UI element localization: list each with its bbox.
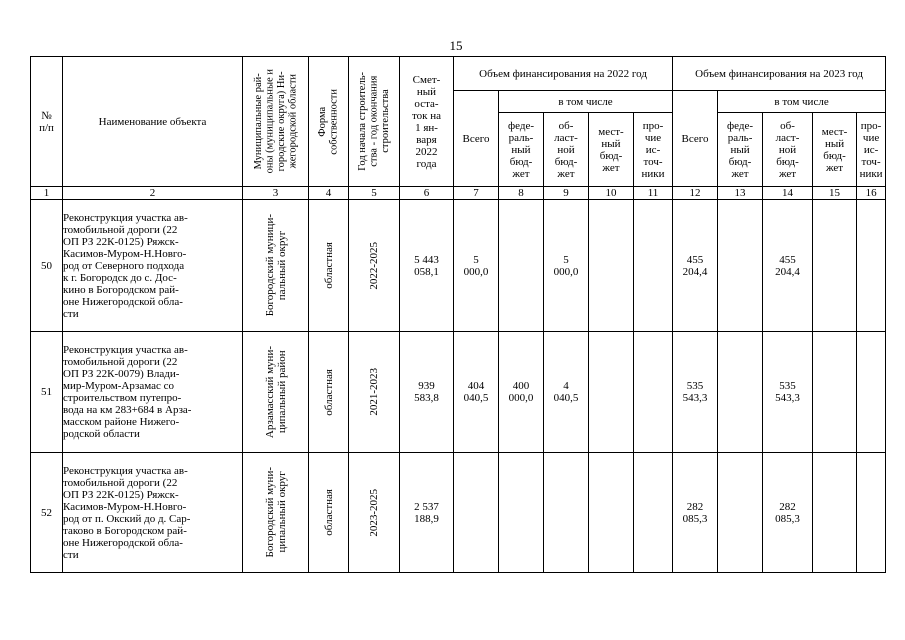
total-2023: 535 543,3 <box>673 332 718 453</box>
header-ownership-text: Форма собственности <box>317 88 340 155</box>
header-fin2022: Объем финансирования на 2022 год <box>454 57 673 91</box>
header-regional-2023: об- ласт- ной бюд- жет <box>763 113 813 187</box>
regional-2023: 455 204,4 <box>763 200 813 332</box>
header-district <box>243 57 309 187</box>
header-including-2023: в том числе <box>718 91 886 113</box>
federal-2022: 400 000,0 <box>499 332 544 453</box>
years-text: 2022-2025 <box>368 241 380 290</box>
district-cell <box>243 200 309 332</box>
local-2023 <box>813 200 857 332</box>
header-other-2022: про- чие ис- точ- ники <box>634 113 673 187</box>
table-row <box>31 332 886 453</box>
col-number: 1 <box>31 187 63 200</box>
col-number: 3 <box>243 187 309 200</box>
object-name: Реконструкция участка ав- томобильной дороги (22 ОП РЗ 22К-0079) Влади- мир-Муром-Арзамас со строительством путепро- вода на км 283+684 в Арза- масском районе Нижего- родской области <box>63 332 243 453</box>
header-ownership <box>309 57 349 187</box>
years-text: 2023-2025 <box>368 488 380 537</box>
district-cell <box>243 332 309 453</box>
header-district-text: Муниципальные рай- оны (муниципальные и городские округа) Ни- жегородской области <box>252 69 298 174</box>
header-row-1 <box>31 57 886 91</box>
row-num: 51 <box>31 332 63 453</box>
ownership-cell <box>309 453 349 573</box>
col-number: 11 <box>634 187 673 200</box>
local-2022 <box>589 332 634 453</box>
other-2022 <box>634 453 673 573</box>
ownership-cell <box>309 332 349 453</box>
district-text: Богородский муни- ципальный округ <box>263 467 288 558</box>
header-federal-2023: феде- раль- ный бюд- жет <box>718 113 763 187</box>
years-cell <box>349 332 400 453</box>
local-2023 <box>813 332 857 453</box>
remaining-value: 939 583,8 <box>400 332 454 453</box>
col-number: 10 <box>589 187 634 200</box>
object-name: Реконструкция участка ав- томобильной дороги (22 ОП РЗ 22К-0125) Ряжск- Касимов-Муром-Н.Новго- род от Северного подхода к г. Богородск до с. Дос- кино в Богородском рай- оне Нижегородской обла- сти <box>63 200 243 332</box>
col-number: 4 <box>309 187 349 200</box>
table-row <box>31 200 886 332</box>
total-2022: 404 040,5 <box>454 332 499 453</box>
regional-2022: 5 000,0 <box>544 200 589 332</box>
other-2023 <box>857 200 886 332</box>
header-years <box>349 57 400 187</box>
district-text: Богородский муници- пальный округ <box>263 214 288 317</box>
federal-2022 <box>499 453 544 573</box>
ownership-text: областная <box>322 368 335 416</box>
col-number: 13 <box>718 187 763 200</box>
page-number: 15 <box>449 38 463 53</box>
column-numbers-row <box>31 187 886 200</box>
header-years-text: Год начала строитель- ства - год окончания строительства <box>356 72 391 171</box>
years-cell <box>349 453 400 573</box>
col-number: 7 <box>454 187 499 200</box>
header-name: Наименование объекта <box>63 57 243 187</box>
regional-2022: 4 040,5 <box>544 332 589 453</box>
header-total-2022: Всего <box>454 91 499 187</box>
ownership-text: областная <box>322 242 335 289</box>
remaining-value: 5 443 058,1 <box>400 200 454 332</box>
other-2022 <box>634 200 673 332</box>
header-remaining: Смет- ный оста- ток на 1 ян- варя 2022 года <box>400 57 454 187</box>
ownership-text: областная <box>322 489 335 536</box>
total-2023: 455 204,4 <box>673 200 718 332</box>
local-2023 <box>813 453 857 573</box>
col-number: 2 <box>63 187 243 200</box>
col-number: 5 <box>349 187 400 200</box>
regional-2023: 535 543,3 <box>763 332 813 453</box>
row-num: 50 <box>31 200 63 332</box>
col-number: 9 <box>544 187 589 200</box>
total-2022: 5 000,0 <box>454 200 499 332</box>
other-2023 <box>857 453 886 573</box>
row-num: 52 <box>31 453 63 573</box>
regional-2022 <box>544 453 589 573</box>
local-2022 <box>589 200 634 332</box>
col-number: 15 <box>813 187 857 200</box>
other-2022 <box>634 332 673 453</box>
header-total-2023: Всего <box>673 91 718 187</box>
header-federal-2022: феде- раль- ный бюд- жет <box>499 113 544 187</box>
federal-2023 <box>718 332 763 453</box>
col-number: 6 <box>400 187 454 200</box>
district-cell <box>243 453 309 573</box>
ownership-cell <box>309 200 349 332</box>
col-number: 8 <box>499 187 544 200</box>
col-number: 12 <box>673 187 718 200</box>
years-cell <box>349 200 400 332</box>
years-text: 2021-2023 <box>368 368 380 416</box>
header-other-2023: про- чие ис- точ- ники <box>857 113 886 187</box>
header-num: № п/п <box>31 57 63 187</box>
object-name: Реконструкция участка ав- томобильной дороги (22 ОП РЗ 22К-0125) Ряжск- Касимов-Муром-Н.Новго- род от п. Окский до д. Сар- таково в Богородском рай- оне Нижегородской обла- сти <box>63 453 243 573</box>
col-number: 16 <box>857 187 886 200</box>
district-text: Арзамасский муни- ципальный район <box>263 345 288 439</box>
financing-table <box>30 56 886 573</box>
total-2023: 282 085,3 <box>673 453 718 573</box>
col-number: 14 <box>763 187 813 200</box>
header-regional-2022: об- ласт- ной бюд- жет <box>544 113 589 187</box>
header-fin2023: Объем финансирования на 2023 год <box>673 57 886 91</box>
header-including-2022: в том числе <box>499 91 673 113</box>
table-row <box>31 453 886 573</box>
regional-2023: 282 085,3 <box>763 453 813 573</box>
header-local-2023: мест- ный бюд- жет <box>813 113 857 187</box>
remaining-value: 2 537 188,9 <box>400 453 454 573</box>
federal-2023 <box>718 200 763 332</box>
federal-2023 <box>718 453 763 573</box>
header-local-2022: мест- ный бюд- жет <box>589 113 634 187</box>
federal-2022 <box>499 200 544 332</box>
local-2022 <box>589 453 634 573</box>
total-2022 <box>454 453 499 573</box>
other-2023 <box>857 332 886 453</box>
